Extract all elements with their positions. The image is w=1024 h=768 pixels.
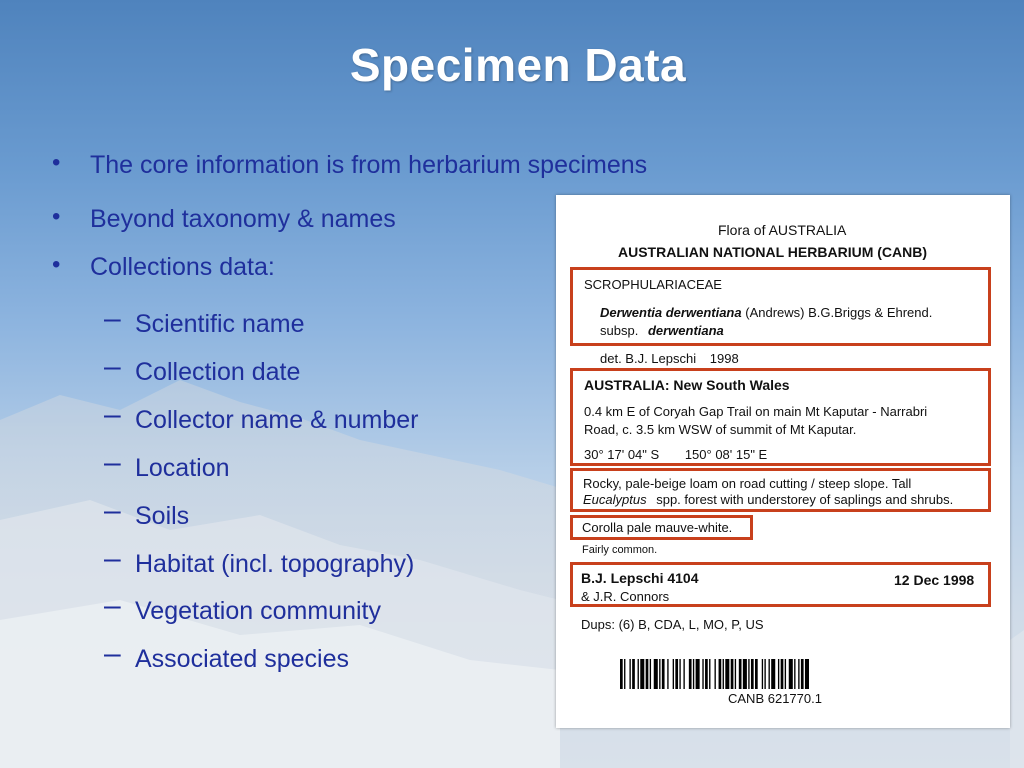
sub-bullet-marker: – <box>104 446 121 479</box>
sub-bullet-marker: – <box>104 589 121 622</box>
label-subsp-name: derwentiana <box>647 323 724 338</box>
label-subspecies-line <box>600 323 724 338</box>
barcode-bar <box>723 659 724 689</box>
bullet-marker: • <box>52 203 61 230</box>
barcode-bar <box>659 659 660 689</box>
sub-bullet-text: Collection date <box>135 358 301 386</box>
label-country-state: AUSTRALIA: New South Wales <box>584 377 790 393</box>
barcode-bar <box>785 659 786 689</box>
barcode-bar <box>762 659 763 689</box>
label-det-year: 1998 <box>709 351 739 366</box>
sub-bullet-text: Scientific name <box>135 310 305 338</box>
label-co-collector: & J.R. Connors <box>581 589 670 604</box>
barcode-bar <box>719 659 722 689</box>
barcode-bar <box>781 659 784 689</box>
sub-bullet-text: Location <box>135 454 230 482</box>
barcode-bar <box>748 659 749 689</box>
label-duplicates: Dups: (6) B, CDA, L, MO, P, US <box>581 617 764 632</box>
sub-bullet-marker: – <box>104 542 121 575</box>
bullet-text: Beyond taxonomy & names <box>90 205 396 233</box>
bullet-marker: • <box>52 251 61 278</box>
barcode-bar <box>629 659 630 689</box>
barcode-bar <box>702 659 703 689</box>
label-herbarium-name: AUSTRALIAN NATIONAL HERBARIUM (CANB) <box>618 244 928 260</box>
bullet-text: The core information is from herbarium specimens <box>90 151 648 179</box>
label-latitude: 30° 17' 04" S <box>584 447 660 462</box>
sub-bullet-marker: – <box>104 302 121 335</box>
barcode-bar <box>715 659 716 689</box>
barcode-bar <box>679 659 680 689</box>
label-locality-1: 0.4 km E of Coryah Gap Trail on main Mt Kaputar - Narrabri <box>584 404 928 419</box>
label-locality-2: Road, c. 3.5 km WSW of summit of Mt Kaputar. <box>584 422 857 437</box>
label-authority: (Andrews) B.G.Briggs & Ehrend. <box>745 305 933 320</box>
label-determination <box>600 351 739 366</box>
barcode-bar <box>705 659 708 689</box>
sub-bullet-text: Collector name & number <box>135 406 419 434</box>
barcode-bar <box>632 659 635 689</box>
sub-bullet-text: Soils <box>135 502 190 530</box>
barcode-bar <box>801 659 804 689</box>
sub-bullet-marker: – <box>104 637 121 670</box>
barcode-bar <box>798 659 799 689</box>
sub-bullet-marker: – <box>104 398 121 431</box>
barcode-bar <box>654 659 658 689</box>
label-flora-heading: Flora of AUSTRALIA <box>718 222 847 238</box>
barcode-bar <box>789 659 793 689</box>
label-habitat-2 <box>583 492 953 507</box>
label-habitat-rest: spp. forest with understorey of saplings and shrubs. <box>656 492 954 507</box>
barcode-bar <box>709 659 710 689</box>
barcode-bar <box>667 659 668 689</box>
barcode-bar <box>751 659 754 689</box>
sub-bullet-text: Vegetation community <box>135 597 381 625</box>
barcode-bar <box>646 659 649 689</box>
barcode-bar <box>769 659 770 689</box>
label-accession-number: CANB 621770.1 <box>728 691 822 706</box>
barcode-bar <box>650 659 651 689</box>
label-coordinates <box>584 447 767 462</box>
bullet-marker: • <box>52 149 61 176</box>
herbarium-label <box>556 195 1010 728</box>
label-habitat-1: Rocky, pale-beige loam on road cutting / steep slope. Tall <box>583 476 912 491</box>
barcode-bar <box>624 659 625 689</box>
barcode-bar <box>805 659 809 689</box>
sub-bullet-marker: – <box>104 494 121 527</box>
sub-bullet-text: Associated species <box>135 645 350 673</box>
barcode-bar <box>640 659 644 689</box>
barcode-bar <box>725 659 729 689</box>
barcode-bar <box>794 659 795 689</box>
label-habitat-genus: Eucalyptus <box>583 492 647 507</box>
barcode-bar <box>739 659 742 689</box>
barcode-bar <box>735 659 736 689</box>
barcode-bar <box>771 659 775 689</box>
barcode-bar <box>673 659 674 689</box>
label-collection-date: 12 Dec 1998 <box>894 572 975 588</box>
label-longitude: 150° 08' 15" E <box>684 447 768 462</box>
barcode-bar <box>755 659 758 689</box>
barcode-bar <box>693 659 694 689</box>
slide-title: Specimen Data <box>349 39 687 91</box>
label-species: Derwentia derwentiana <box>600 305 742 320</box>
label-subsp-abbrev: subsp. <box>600 323 639 338</box>
barcode-bar <box>778 659 779 689</box>
barcode-bar <box>683 659 684 689</box>
label-family: SCROPHULARIACEAE <box>584 277 722 292</box>
barcode-bar <box>764 659 765 689</box>
barcode-bar <box>620 659 623 689</box>
label-description: Corolla pale mauve-white. <box>582 520 733 535</box>
label-determiner: det. B.J. Lepschi <box>600 351 697 366</box>
barcode <box>620 659 942 689</box>
label-abundance: Fairly common. <box>582 544 658 556</box>
barcode-bar <box>675 659 678 689</box>
barcode-bar <box>689 659 692 689</box>
barcode-bar <box>638 659 639 689</box>
barcode-bar <box>731 659 734 689</box>
sub-bullet-text: Habitat (incl. topography) <box>135 550 415 578</box>
barcode-bar <box>662 659 665 689</box>
label-species-line <box>600 305 932 320</box>
barcode-bar <box>743 659 747 689</box>
label-collector: B.J. Lepschi 4104 <box>581 570 699 586</box>
barcode-bar <box>696 659 700 689</box>
sub-bullet-marker: – <box>104 350 121 383</box>
bullet-text: Collections data: <box>90 253 275 281</box>
